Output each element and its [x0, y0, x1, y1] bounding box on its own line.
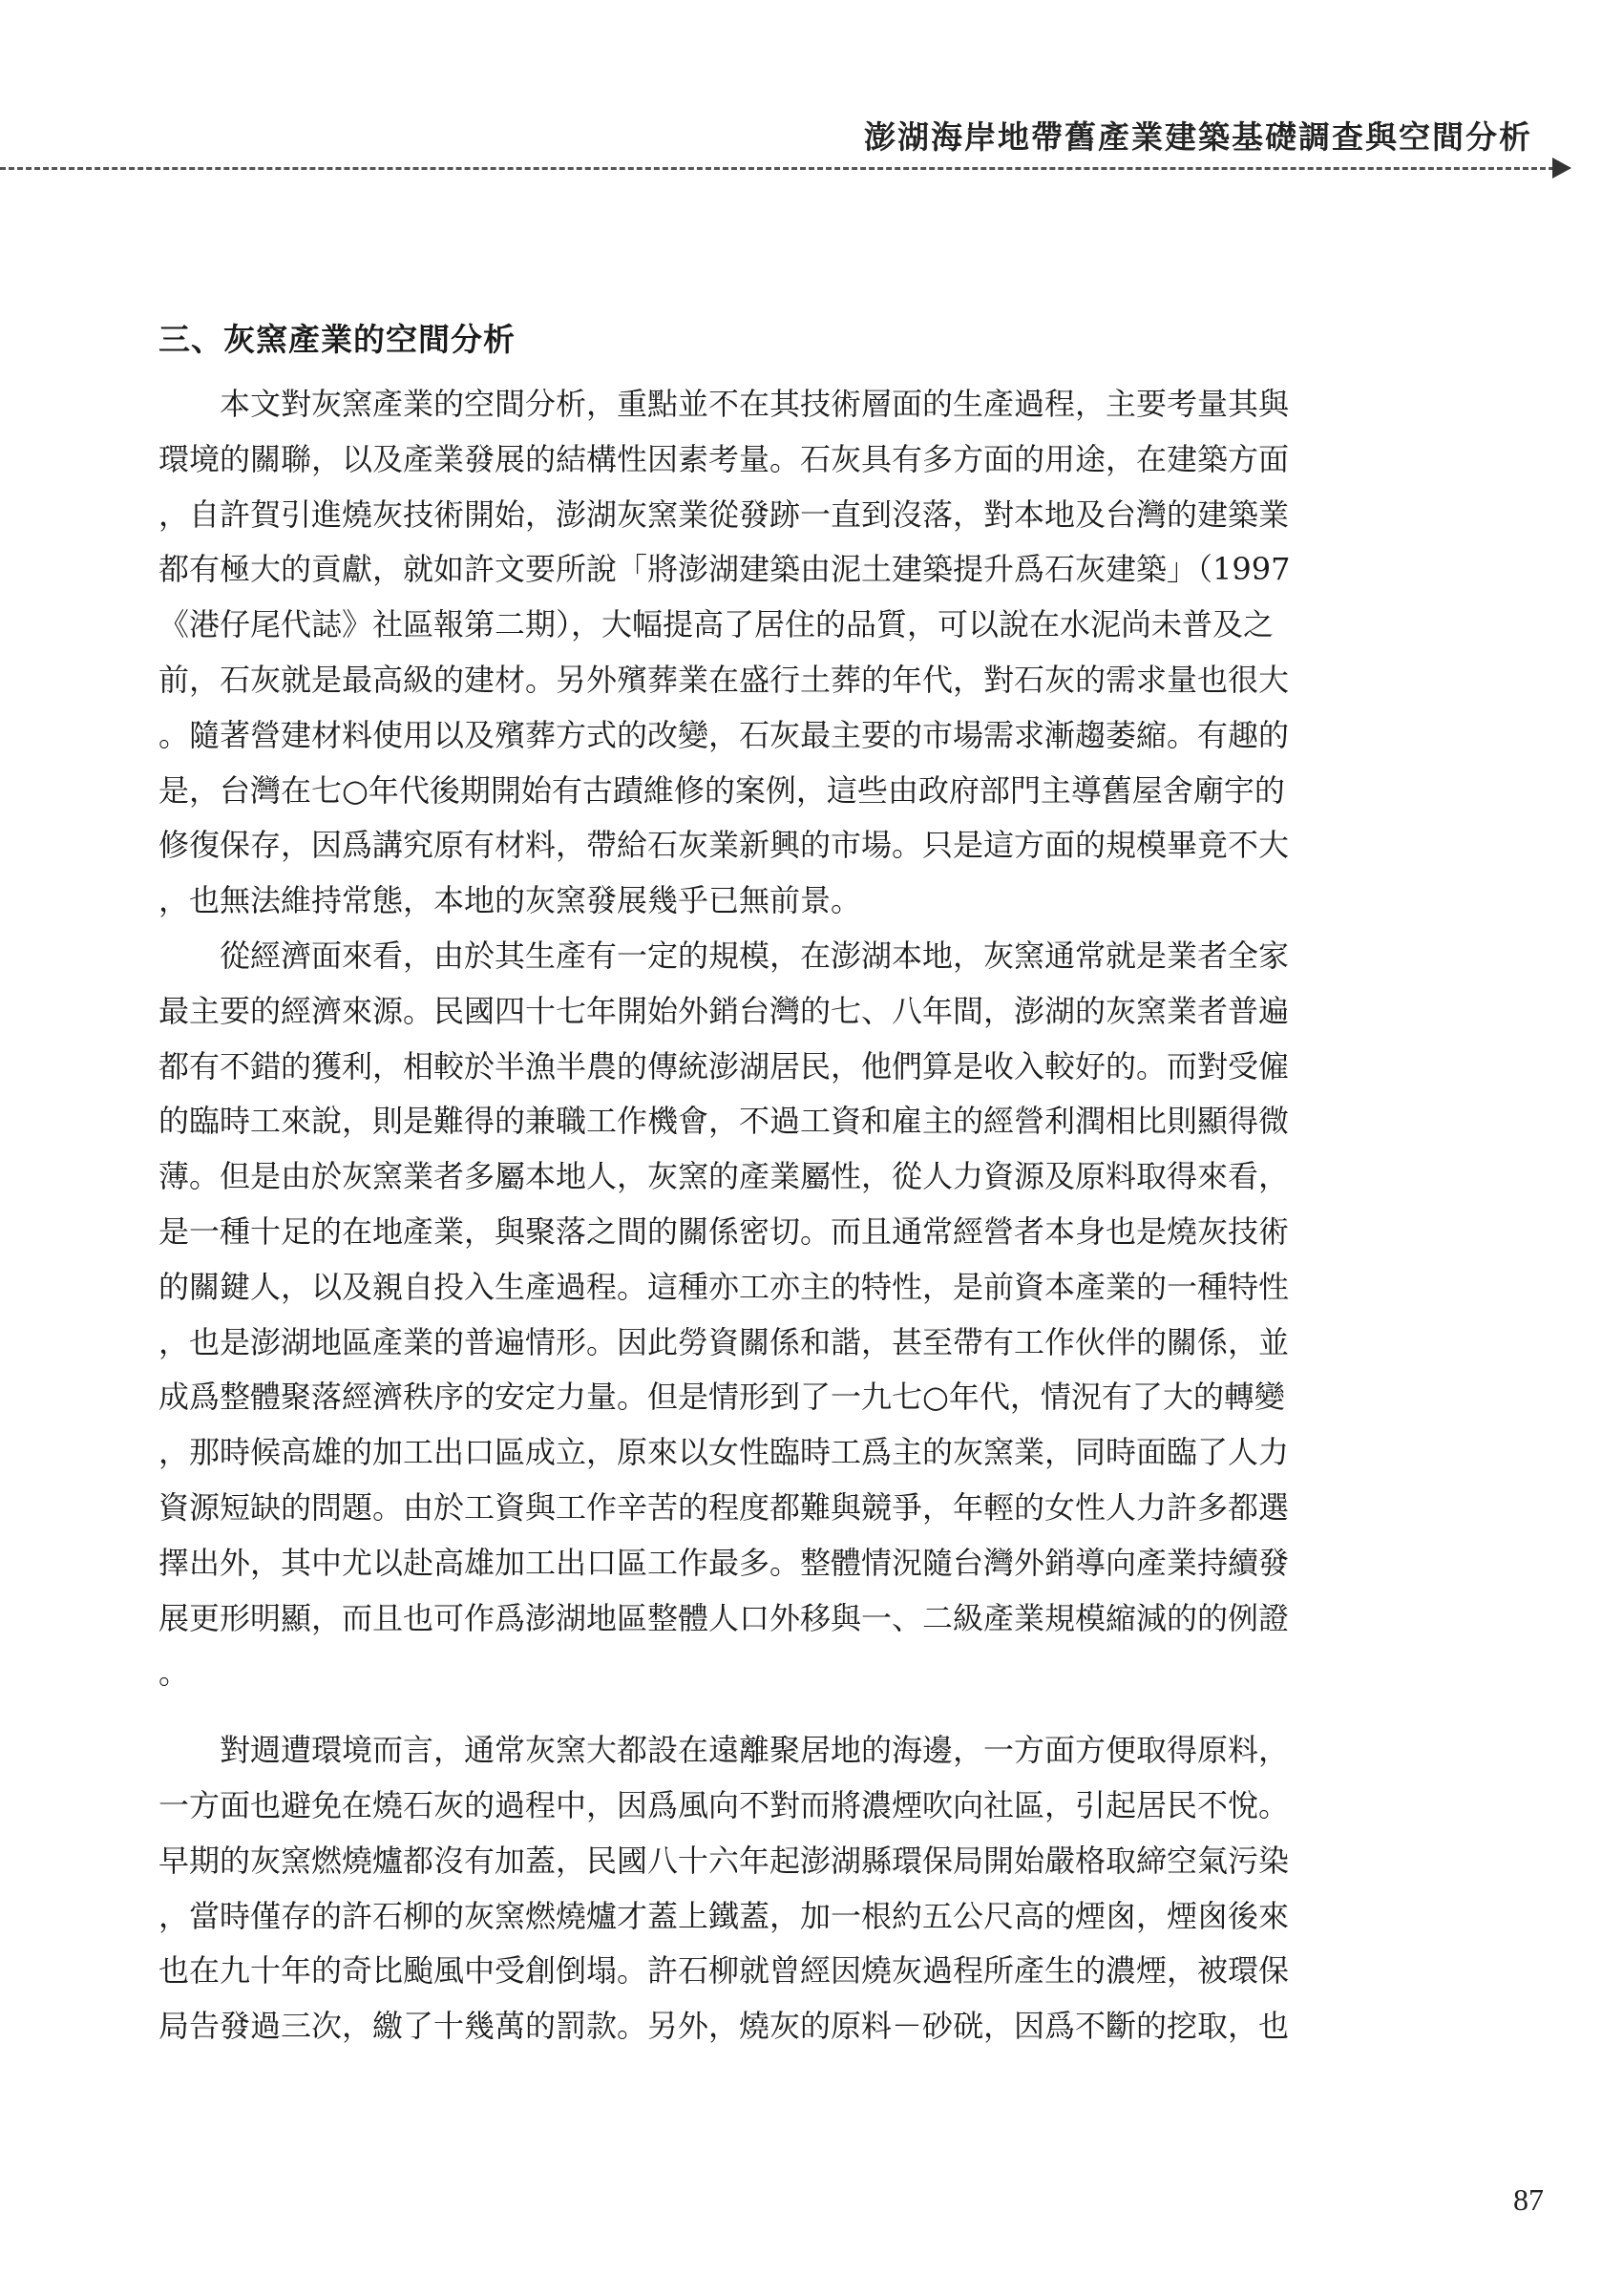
text-line: 也在九十年的奇比颱風中受創倒塌。許石柳就曾經因燒灰過程所產生的濃煙，被環保: [158, 1952, 1290, 1990]
section-heading: 三、灰窯產業的空間分析: [158, 321, 516, 358]
text-line: 《港仔尾代誌》社區報第二期），大幅提高了居住的品質，可以說在水泥尚未普及之: [158, 606, 1275, 643]
text-line: 資源短缺的問題。由於工資與工作辛苦的程度都難與競爭，年輕的女性人力許多都選: [158, 1488, 1290, 1526]
text-line: 。: [158, 1654, 190, 1692]
page-number: 87: [1513, 2182, 1544, 2217]
text-line: 是，台灣在七○年代後期開始有古蹟維修的案例，這些由政府部門主導舊屋舍廟宇的: [158, 771, 1285, 809]
text-line: 本文對灰窯產業的空間分析，重點並不在其技術層面的生產過程，主要考量其與: [158, 386, 1290, 422]
body-text: [158, 377, 1407, 2054]
running-header-title: 澎湖海岸地帶舊產業建築基礎調查與空間分析: [864, 118, 1532, 156]
text-line: ，當時僅存的許石柳的灰窯燃燒爐才蓋上鐵蓋，加一根約五公尺高的煙囪，煙囪後來: [158, 1897, 1290, 1934]
text-line: ，那時候高雄的加工出口區成立，原來以女性臨時工爲主的灰窯業，同時面臨了人力: [158, 1434, 1290, 1471]
text-line: 的關鍵人，以及親自投入生產過程。這種亦工亦主的特性，是前資本產業的一種特性: [158, 1268, 1290, 1305]
text-line: 展更形明顯，而且也可作爲澎湖地區整體人口外移與一、二級產業規模縮減的的例證: [158, 1599, 1290, 1636]
text-line: 對週遭環境而言，通常灰窯大都設在遠離聚居地的海邊，一方面方便取得原料，: [158, 1732, 1290, 1769]
paragraph-1: [158, 377, 1407, 929]
arrow-right-icon: [1552, 158, 1571, 179]
paragraph-2: [158, 929, 1407, 1646]
text-line: 前，石灰就是最高級的建材。另外殯葬業在盛行土葬的年代，對石灰的需求量也很大: [158, 661, 1290, 698]
text-line: 最主要的經濟來源。民國四十七年開始外銷台灣的七、八年間，澎湖的灰窯業者普遍: [158, 992, 1290, 1029]
text-line: 從經濟面來看，由於其生產有一定的規模，在澎湖本地，灰窯通常就是業者全家: [158, 937, 1290, 974]
text-line: 薄。但是由於灰窯業者多屬本地人，灰窯的產業屬性，從人力資源及原料取得來看，: [158, 1158, 1290, 1195]
text-line: 是一種十足的在地產業，與聚落之間的關係密切。而且通常經營者本身也是燒灰技術: [158, 1212, 1290, 1250]
text-line: 早期的灰窯燃燒爐都沒有加蓋，民國八十六年起澎湖縣環保局開始嚴格取締空氣污染: [158, 1842, 1290, 1879]
paragraph-4: [158, 1723, 1407, 2054]
text-line: ，自許賀引進燒灰技術開始，澎湖灰窯業從發跡一直到沒落，對本地及台灣的建築業: [158, 495, 1290, 533]
text-line: 成爲整體聚落經濟秩序的安定力量。但是情形到了一九七○年代，情況有了大的轉變: [158, 1379, 1285, 1416]
paragraph-3: [158, 1646, 1407, 1701]
text-line: ，也是澎湖地區產業的普遍情形。因此勞資關係和諧，甚至帶有工作伙伴的關係，並: [158, 1323, 1290, 1360]
text-line: 環境的關聯，以及產業發展的結構性因素考量。石灰具有多方面的用途，在建築方面: [158, 440, 1290, 477]
text-line: 。隨著營建材料使用以及殯葬方式的改變，石灰最主要的市場需求漸趨萎縮。有趣的: [158, 716, 1290, 753]
text-line: 都有不錯的獲利，相較於半漁半農的傳統澎湖居民，他們算是收入較好的。而對受僱: [158, 1047, 1290, 1085]
text-line: 都有極大的貢獻，就如許文要所說「將澎湖建築由泥土建築提升爲石灰建築」（1997: [158, 551, 1291, 588]
text-line: 一方面也避免在燒石灰的過程中，因爲風向不對而將濃煙吹向社區，引起居民不悅。: [158, 1786, 1290, 1823]
text-line: 局告發過三次，繳了十幾萬的罰款。另外，燒灰的原料－砂硄，因爲不斷的挖取，也: [158, 2008, 1290, 2045]
text-line: 的臨時工來說，則是難得的兼職工作機會，不過工資和雇主的經營利潤相比則顯得微: [158, 1103, 1290, 1140]
text-line: ，也無法維持常態，本地的灰窯發展幾乎已無前景。: [158, 882, 862, 919]
text-line: 擇出外，其中尤以赴高雄加工出口區工作最多。整體情況隨台灣外銷導向產業持續發: [158, 1544, 1290, 1581]
text-line: 修復保存，因爲講究原有材料，帶給石灰業新興的市場。只是這方面的規模畢竟不大: [158, 827, 1290, 864]
header-dashed-rule: [0, 167, 1554, 170]
